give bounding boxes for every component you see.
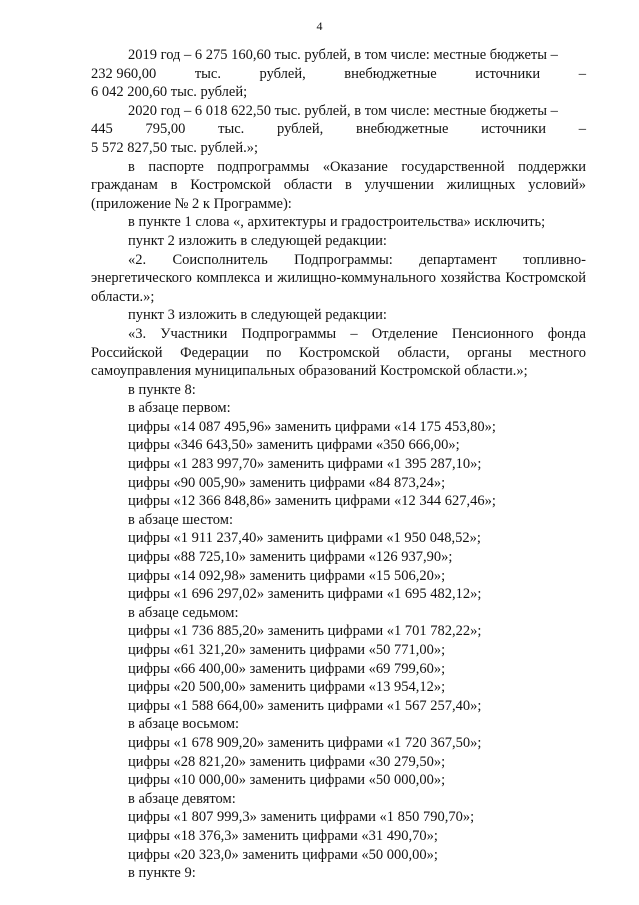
amendment-line: цифры «1 588 664,00» заменить цифрами «1 567 257,40»; [128,697,482,714]
amendment-line: цифры «1 911 237,40» заменить цифрами «1 950 048,52»; [128,530,481,547]
document-body [91,46,586,883]
item-2-intro: пункт 2 изложить в следующей редакции: [128,232,387,249]
amendment-line: в абзаце шестом: [128,511,233,528]
item-3-intro: пункт 3 изложить в следующей редакции: [128,307,387,324]
amendment-line: цифры «90 005,90» заменить цифрами «84 873,24»; [128,474,446,491]
amendment-line: цифры «346 643,50» заменить цифрами «350 666,00»; [128,437,460,454]
amendment-line: в абзаце восьмом: [128,716,240,733]
amendment-line: цифры «18 376,3» заменить цифрами «31 490,70»; [128,827,438,844]
page-number: 4 [316,19,323,33]
paragraph-2020-line-3: 5 572 827,50 тыс. рублей.»; [91,139,258,156]
paragraph-2019-line-1: 2019 год – 6 275 160,60 тыс. рублей, в том числе: местные бюджеты – [128,47,558,63]
amendment-line: цифры «1 696 297,02» заменить цифрами «1 695 482,12»; [128,586,482,603]
amendment-line: цифры «14 087 495,96» заменить цифрами «14 175 453,80»; [128,418,496,435]
amendment-line: в абзаце седьмом: [128,604,239,621]
paragraph-2020-line-1: 2020 год – 6 018 622,50 тыс. рублей, в том числе: местные бюджеты – [128,102,558,119]
passport-paragraph: в паспорте подпрограммы «Оказание государственной поддержки гражданам в Костромской области в улучшении жилищных условий» (приложение № 2 к Программе): [91,158,586,212]
amendment-line: в абзаце девятом: [128,790,236,807]
amendment-line: в пункте 8: [128,381,196,398]
amendment-line: цифры «1 678 909,20» заменить цифрами «1 720 367,50»; [128,734,482,751]
amendment-line: в пункте 9: [128,865,196,882]
amendment-lines [91,381,586,883]
item-2-text: «2. Соисполнитель Подпрограммы: департамент топливно-энергетического комплекса и жилищно-коммунального хозяйства Костромской области.»; [91,251,586,305]
paragraph-2020 [91,102,586,158]
amendment-line: цифры «14 092,98» заменить цифрами «15 506,20»; [128,567,446,584]
paragraph-2019-line-3: 6 042 200,60 тыс. рублей; [91,84,248,101]
amendment-line: цифры «1 736 885,20» заменить цифрами «1 701 782,22»; [128,623,482,640]
amendment-line: в абзаце первом: [128,400,231,417]
amendment-line: цифры «88 725,10» заменить цифрами «126 937,90»; [128,549,453,566]
amendment-line: цифры «66 400,00» заменить цифрами «69 799,60»; [128,660,446,677]
item-3-text: «3. Участники Подпрограммы – Отделение Пенсионного фонда Российской Федерации по Костромской области, органы местного самоуправления муниципальных образований Костромской области.»; [91,325,586,380]
paragraph-2019-line-2: 232 960,00 тыс. рублей, внебюджетные источники – [91,65,586,82]
amendment-line: цифры «12 366 848,86» заменить цифрами «12 344 627,46»; [128,493,496,510]
amendment-line: цифры «10 000,00» заменить цифрами «50 000,00»; [128,772,446,789]
amendment-line: цифры «1 807 999,3» заменить цифрами «1 850 790,70»; [128,809,475,826]
amendment-line: цифры «61 321,20» заменить цифрами «50 771,00»; [128,642,446,658]
amendment-line: цифры «20 323,0» заменить цифрами «50 000,00»; [128,846,438,863]
item-1-paragraph: в пункте 1 слова «, архитектуры и градостроительства» исключить; [128,214,546,231]
amendment-line: цифры «20 500,00» заменить цифрами «13 954,12»; [128,679,446,696]
amendment-line: цифры «1 283 997,70» заменить цифрами «1 395 287,10»; [128,456,482,473]
paragraph-2019 [91,46,586,102]
paragraph-2020-line-2: 445 795,00 тыс. рублей, внебюджетные источники – [91,121,586,138]
amendment-line: цифры «28 821,20» заменить цифрами «30 279,50»; [128,753,446,770]
